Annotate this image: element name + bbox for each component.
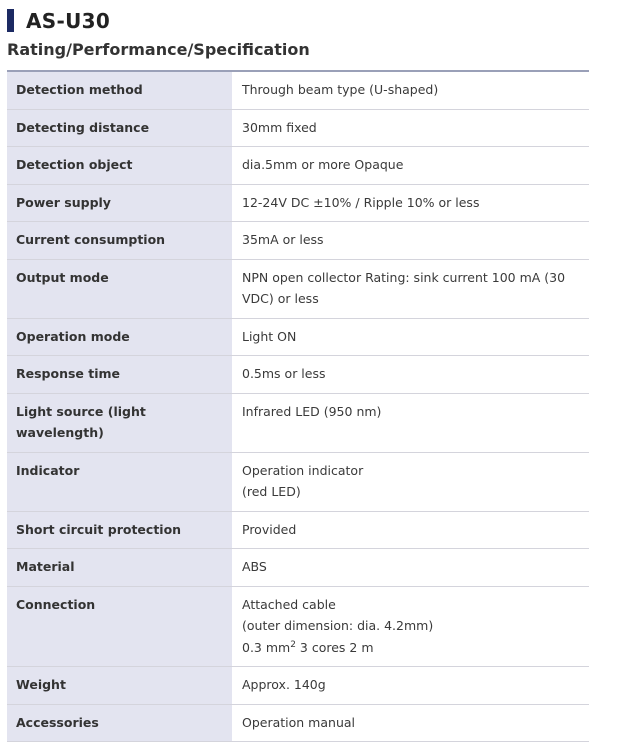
spec-label: Output mode — [7, 259, 232, 318]
spec-value-line: Operation indicator — [242, 462, 364, 478]
spec-label: Response time — [7, 356, 232, 394]
spec-row-response-time — [7, 356, 589, 394]
spec-value: ABS — [232, 549, 589, 587]
spec-value: NPN open collector Rating: sink current 100 mA (30 VDC) or less — [232, 259, 589, 318]
spec-row-material — [7, 549, 589, 587]
spec-value — [232, 452, 589, 511]
spec-label: Detection method — [7, 71, 232, 109]
spec-value: Operation manual — [232, 704, 589, 742]
spec-row-accessories — [7, 704, 589, 742]
spec-label: Detecting distance — [7, 109, 232, 147]
spec-value: 35mA or less — [232, 222, 589, 260]
spec-label: Indicator — [7, 452, 232, 511]
spec-row-weight — [7, 667, 589, 705]
spec-value: dia.5mm or more Opaque — [232, 147, 589, 185]
spec-row-short-circuit-protection — [7, 511, 589, 549]
spec-value: Through beam type (U-shaped) — [232, 71, 589, 109]
spec-value: Provided — [232, 511, 589, 549]
spec-row-detection-object — [7, 147, 589, 185]
spec-label: Detection object — [7, 147, 232, 185]
spec-row-detecting-distance — [7, 109, 589, 147]
spec-value: Infrared LED (950 nm) — [232, 393, 589, 452]
spec-label: Current consumption — [7, 222, 232, 260]
product-title: AS-U30 — [26, 8, 111, 33]
spec-value-line: Attached cable — [242, 596, 336, 612]
spec-label: Short circuit protection — [7, 511, 232, 549]
spec-label: Accessories — [7, 704, 232, 742]
spec-label: Weight — [7, 667, 232, 705]
spec-row-current-consumption — [7, 222, 589, 260]
spec-value: 30mm fixed — [232, 109, 589, 147]
spec-value: Approx. 140g — [232, 667, 589, 705]
cable-cores-text: 3 cores 2 m — [295, 639, 374, 655]
spec-row-output-mode — [7, 259, 589, 318]
spec-label: Light source (light wavelength) — [7, 393, 232, 452]
spec-row-indicator — [7, 452, 589, 511]
cable-size-text: 0.3 mm — [242, 639, 291, 655]
spec-label: Operation mode — [7, 318, 232, 356]
spec-row-power-supply — [7, 184, 589, 222]
spec-value: 0.5ms or less — [232, 356, 589, 394]
product-header — [7, 8, 110, 33]
spec-value: Light ON — [232, 318, 589, 356]
spec-label: Connection — [7, 586, 232, 667]
spec-row-detection-method — [7, 71, 589, 109]
spec-row-operation-mode — [7, 318, 589, 356]
spec-row-light-source — [7, 393, 589, 452]
spec-value — [232, 586, 589, 667]
spec-value-line — [242, 637, 579, 659]
section-title: Rating/Performance/Specification — [7, 40, 310, 59]
spec-label: Material — [7, 549, 232, 587]
spec-row-connection — [7, 586, 589, 667]
spec-value: 12-24V DC ±10% / Ripple 10% or less — [232, 184, 589, 222]
superscript-squared: 2 — [290, 639, 296, 650]
spec-value-line: (red LED) — [242, 484, 301, 499]
spec-label: Power supply — [7, 184, 232, 222]
spec-table — [7, 70, 589, 742]
title-accent-bar — [7, 9, 14, 32]
spec-value-line: (outer dimension: dia. 4.2mm) — [242, 618, 434, 633]
